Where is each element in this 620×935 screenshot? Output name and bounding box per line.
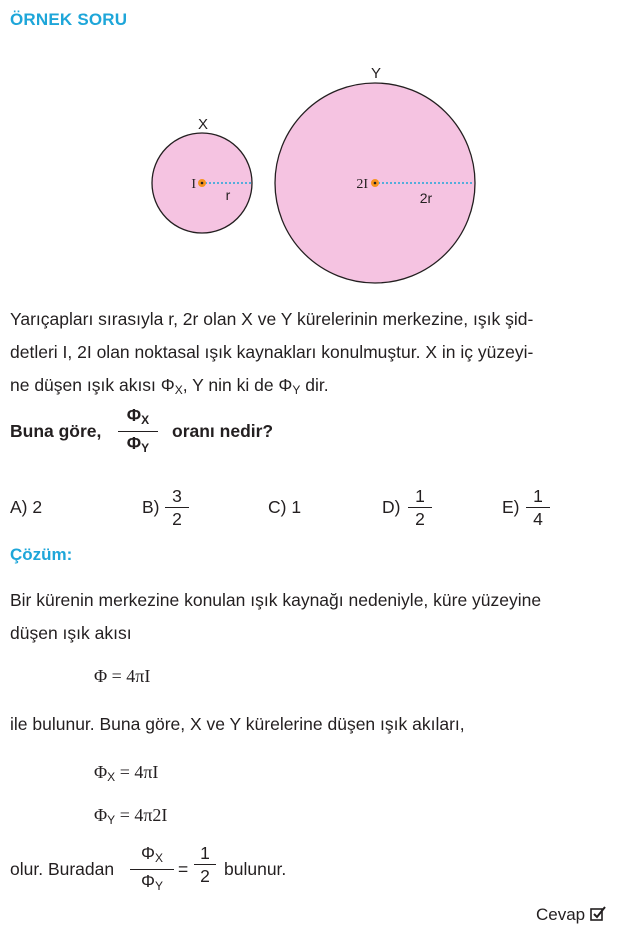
option-e-fraction: 1 4: [526, 486, 550, 529]
formula-y: $\Phi_Y = 4\pi 2I$: [94, 805, 168, 827]
option-e-label[interactable]: E): [502, 497, 520, 517]
option-d-fraction: 1 2: [408, 486, 432, 529]
answer-link[interactable]: [536, 905, 606, 925]
sphere-y-name: Y: [370, 65, 382, 82]
sphere-x-name: X: [197, 116, 209, 133]
option-b-fraction: 3 2: [165, 486, 189, 529]
question-ask-prefix: Buna göre,: [10, 421, 102, 441]
solution-line-2: düşen ışık akısı: [10, 623, 132, 643]
source-x-label: I: [191, 177, 196, 192]
solution-heading: Çözüm:: [10, 545, 73, 564]
option-a[interactable]: A) 2: [10, 497, 43, 517]
result-equals: =: [178, 859, 189, 879]
solution-intro: [10, 584, 615, 650]
radius-y-label: 2r: [419, 190, 433, 206]
page-title: ÖRNEK SORU: [10, 10, 128, 29]
result-value-fraction: 1 2: [194, 843, 216, 886]
option-c[interactable]: C) 1: [268, 497, 302, 517]
question-line-2: detleri I, 2I olan noktasal ışık kaynakları konulmuştur. X in iç yüzeyi-: [10, 342, 534, 362]
result-ratio-fraction: $\Phi_X$ $\Phi_Y$: [130, 843, 174, 896]
question-ask-suffix: oranı nedir?: [172, 421, 274, 441]
radius-x-label: r: [225, 187, 231, 203]
solution-line-3: ile bulunur. Buna göre, X ve Y kürelerine düşen ışık akıları,: [10, 714, 465, 734]
question-line-1: Yarıçapları sırasıyla r, 2r olan X ve Y kürelerinin merkezine, ışık şid-: [10, 309, 534, 329]
option-d-label[interactable]: D): [382, 497, 401, 517]
check-box-icon: [590, 906, 606, 922]
source-y-label: 2I: [356, 177, 368, 192]
result-prefix: olur. Buradan: [10, 859, 115, 879]
formula-x: $\Phi_X = 4\pi I$: [94, 762, 159, 784]
question-text: [10, 303, 615, 407]
spheres-figure: [0, 55, 620, 290]
formula-general: Φ = 4πI: [94, 666, 151, 686]
solution-line-1: Bir kürenin merkezine konulan ışık kaynağı nedeniyle, küre yüzeyine: [10, 590, 542, 610]
result-suffix: bulunur.: [224, 859, 287, 879]
question-ratio-fraction: $\Phi_X$ $\Phi_Y$: [118, 405, 158, 458]
question-line-3: ne düşen ışık akısı $\Phi_X$, Y nin ki de $\Phi_Y$ dir.: [10, 375, 329, 397]
answer-label: Cevap: [536, 905, 586, 924]
option-b-label[interactable]: B): [142, 497, 160, 517]
